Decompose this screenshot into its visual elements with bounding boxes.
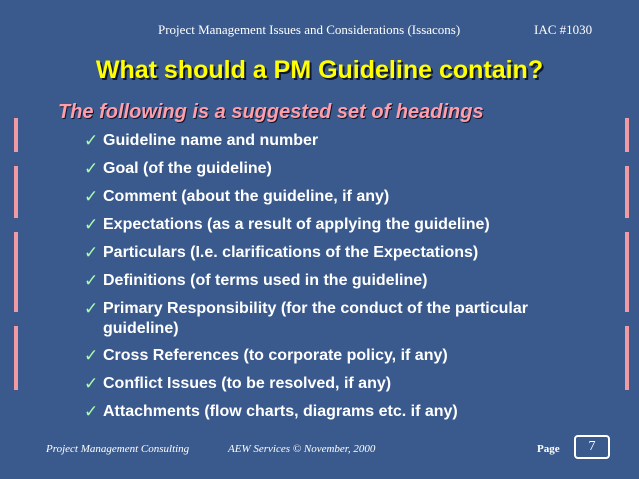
list-item-text: Goal (of the guideline) <box>103 160 272 177</box>
left-accent-bar <box>14 166 18 218</box>
page-number-box: 7 <box>574 435 610 459</box>
check-mark-icon: ✓ <box>84 346 99 366</box>
check-mark-icon: ✓ <box>84 131 99 151</box>
check-mark-icon: ✓ <box>84 159 99 179</box>
list-item <box>84 159 604 179</box>
left-accent-bar <box>14 118 18 152</box>
list-item-text: Expectations (as a result of applying the guideline) <box>103 216 490 233</box>
course-title: Project Management Issues and Considerations (Issacons) <box>158 22 461 37</box>
list-item-text: Definitions (of terms used in the guideline) <box>103 272 428 289</box>
check-mark-icon: ✓ <box>84 299 99 319</box>
right-accent-bar <box>625 232 629 312</box>
footer-page-label: Page <box>537 443 560 455</box>
list-item <box>84 299 604 339</box>
slide-header <box>158 22 608 38</box>
course-id: IAC #1030 <box>534 22 593 37</box>
slide-subtitle: The following is a suggested set of headings <box>58 101 484 123</box>
list-item <box>84 271 604 291</box>
list-item-text: Cross References (to corporate policy, if any) <box>103 347 448 364</box>
list-item-text: Conflict Issues (to be resolved, if any) <box>103 375 392 392</box>
slide-title: What should a PM Guideline contain? <box>95 56 544 84</box>
check-mark-icon: ✓ <box>84 374 99 394</box>
list-item <box>84 187 604 207</box>
list-item <box>84 243 604 263</box>
list-item-text: Attachments (flow charts, diagrams etc. if any) <box>103 403 458 420</box>
list-item <box>84 346 604 366</box>
right-accent-bar <box>625 118 629 152</box>
check-mark-icon: ✓ <box>84 271 99 291</box>
check-mark-icon: ✓ <box>84 187 99 207</box>
list-item-text: Primary Responsibility (for the conduct of the particular guideline) <box>103 300 528 337</box>
check-mark-icon: ✓ <box>84 402 99 422</box>
left-accent-bar <box>14 232 18 312</box>
list-item-text: Comment (about the guideline, if any) <box>103 188 390 205</box>
left-accent-bar <box>14 326 18 390</box>
right-accent-bar <box>625 166 629 218</box>
heading-list <box>84 131 604 430</box>
footer-company: Project Management Consulting <box>46 443 190 455</box>
list-item <box>84 215 604 235</box>
list-item-text: Guideline name and number <box>103 132 319 149</box>
list-item <box>84 374 604 394</box>
list-item <box>84 402 604 422</box>
check-mark-icon: ✓ <box>84 243 99 263</box>
check-mark-icon: ✓ <box>84 215 99 235</box>
list-item-text: Particulars (I.e. clarifications of the Expectations) <box>103 244 479 261</box>
footer-copyright: AEW Services © November, 2000 <box>228 443 376 455</box>
right-accent-bar <box>625 326 629 390</box>
list-item <box>84 131 604 151</box>
